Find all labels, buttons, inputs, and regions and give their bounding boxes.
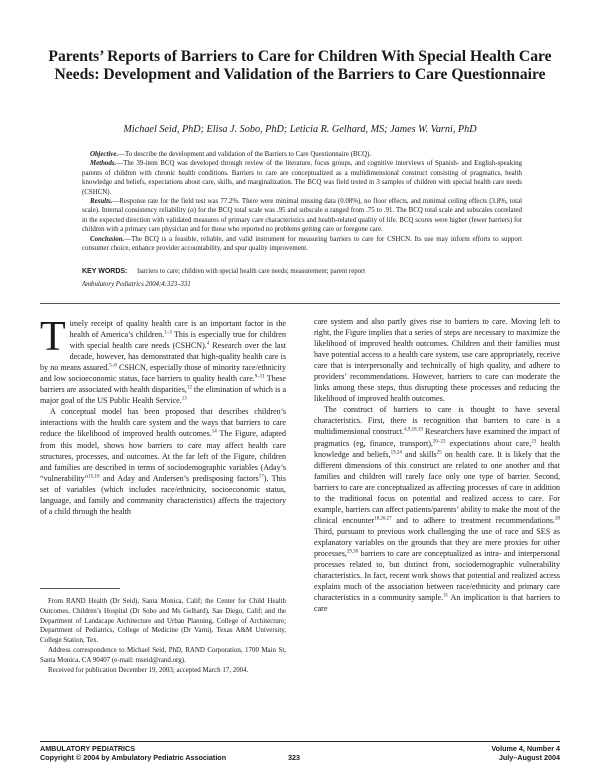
citation-ref: 28 <box>555 516 560 522</box>
drop-cap: T <box>40 314 66 360</box>
results-label: Results. <box>90 198 113 206</box>
body-text: The construct of barriers to care is thought to have several characteristics. First, there is recognition that barriers to care is a multidimensional construct. <box>314 405 560 437</box>
citation-ref: 12 <box>186 385 192 391</box>
footer-divider <box>40 741 560 742</box>
citation: Ambulatory Pediatrics 2004;4:323–331 <box>82 281 191 288</box>
footnote <box>40 597 286 675</box>
citation-ref: 4 <box>206 341 210 347</box>
abstract-conclusion <box>82 235 522 254</box>
abstract <box>82 150 522 253</box>
abstract-methods <box>82 159 522 197</box>
body-paragraph <box>40 314 287 406</box>
copyright: Copyright © 2004 by Ambulatory Pediatric Association <box>40 753 227 762</box>
citation-ref: 19,24 <box>390 449 402 455</box>
keywords-text: barriers to care; children with special health care needs; measurement; parent report <box>137 268 366 275</box>
affiliations: From RAND Health (Dr Seid), Santa Monica, Calif; the Center for Child Health Outcomes, Children’s Hospital (Dr Sobo and Ms Gelhard), San Diego, Calif; and the Department of Landscape Architecture and Urban Planning, College of Architecture; Department of Pediatrics, College of Medicine (Dr Varni), Texas A&M University, College Station, Tex. <box>40 597 286 645</box>
citation-ref: 15,16 <box>88 473 100 479</box>
body-text: This is especially true for children with special health care needs (CSHCN). <box>69 330 287 351</box>
body-text: on health care. It is likely that the different dimensions of this construct are related to one another and that families and children will rarely face only one type of barrier. Second, barriers to care are conceptualized as affecting processes of care in addition to the traditional focus on potential and realized access to care. For example, barriers can affect patients/parents’ ability to make the most of the clinical encounter <box>314 449 560 525</box>
body-text: Research over the last decade, however, has demonstrated that high-quality health care is by no means assured. <box>40 341 286 373</box>
author-list: Michael Seid, PhD; Elisa J. Sobo, PhD; Leticia R. Gelhard, MS; James W. Varni, PhD <box>123 124 477 135</box>
objective-text: —To describe the development and validation of the Barriers to Care Questionnaire (BCQ). <box>118 151 372 158</box>
received-dates: Received for publication December 19, 2003; accepted March 17, 2004. <box>48 665 249 674</box>
body-text: An implication is that barriers to care <box>314 593 560 614</box>
footnote-divider <box>40 588 120 589</box>
body-text: health knowledge and beliefs, <box>314 438 560 459</box>
abstract-objective <box>82 150 522 159</box>
citation-ref: 20–22 <box>432 438 446 444</box>
body-text: imely receipt of quality health care is an important factor in the health of America’s children. <box>69 319 286 340</box>
citation-ref: 13 <box>181 396 187 402</box>
citation-ref: 9–11 <box>254 374 265 380</box>
objective-label: Objective. <box>90 151 119 158</box>
footer-right <box>491 744 560 762</box>
issue-date: July–August 2004 <box>498 753 560 762</box>
methods-label: Methods. <box>90 160 117 168</box>
citation-ref: 14 <box>211 429 217 435</box>
body-text: the elimination of which is a major goal of the US Public Health Service. <box>40 385 287 406</box>
body-text: The Figure, adapted from this model, shows how barriers to care may affect health care structures, processes, and outcomes. At the far left of the Figure, children and families are described in terms of sociodemographic variables (Aday’s “vulnerability” <box>40 429 286 483</box>
journal-name: AMBULATORY PEDIATRICS <box>40 744 136 753</box>
body-column-left <box>40 314 287 517</box>
volume-issue: Volume 4, Number 4 <box>491 744 560 753</box>
citation-ref: 23 <box>531 438 537 444</box>
body-text: and skills <box>401 449 437 459</box>
citation-ref: 4,9,18,19 <box>404 427 423 433</box>
citation-ref: 31 <box>443 593 449 599</box>
keywords-label: KEY WORDS: <box>82 268 128 275</box>
body-text: ). This set of variables (which includes race/ethnicity, socioeconomic status, language, and family and community characteristics) affects the trajectory of a child through the health <box>40 473 286 516</box>
body-text: A conceptual model has been proposed that describes children’s interactions with the health care system and the ways that barriers to care reduce the likelihood of improved health outcomes. <box>40 407 286 439</box>
body-text: expectations about care, <box>445 438 532 448</box>
page-number: 323 <box>288 753 300 762</box>
citation-ref: 29,30 <box>346 549 359 555</box>
footer-left <box>40 744 226 762</box>
abstract-results <box>82 197 522 235</box>
methods-text: —The 39-item BCQ was developed through review of the literature, focus groups, and cognitive interviews of Spanish- and English-speaking parents of children with chronic health conditions. Barriers to care are conceptualized as a multidimensional construct consisting of pragmatics, health knowledge and beliefs, expectations about care, skills, and marginalization. The BCQ was field tested in 3 samples of children with special health care needs (CSHCN). <box>82 160 522 196</box>
divider <box>40 303 560 304</box>
article-title: Parents’ Reports of Barriers to Care for Children With Special Health Care Needs: Development and Validation of the Barriers to Care Questionnaire <box>48 48 552 83</box>
citation-ref: 17 <box>258 473 264 479</box>
body-column-right <box>314 316 560 614</box>
body-text: barriers to care are conceptualized as intra- and interpersonal processes related to, but distinct from, sociodemographic vulnerability characteristics. In fact, recent work shows that potential and realized access explains much of the association between race/ethnicity and primary care characteristics in a community sample. <box>314 548 560 603</box>
conclusion-text: —The BCQ is a feasible, reliable, and valid instrument for measuring barriers to care for CSHCN. Its use may inform efforts to support consumer choice, enhance provider accountability, and spur quality improvement. <box>82 235 522 253</box>
body-text: and Aday and Andersen’s predisposing factors <box>99 473 259 483</box>
body-text: These barriers are associated with health disparities, <box>40 374 286 395</box>
keywords <box>82 267 522 276</box>
citation-ref: 25 <box>436 449 442 455</box>
results-text: —Response rate for the field test was 77.2%. There were minimal missing data (0.08%), no floor effects, and minimal ceiling effects (3.8%, total scale). Internal consistency reliability (α) for the BCQ total scale was .95 and subscale α ranged from .75 to .91. The BCQ total scale and subscales correlated in the expected direction with validated measures of primary care characteristics and health-related quality of life. BCQ scores were higher (fewer barriers) for children with a primary care physician and for those who reported no problems getting care or foregone care. <box>82 198 522 234</box>
body-paragraph: care system and also partly gives rise to barriers to care. Moving left to right, the Figure implies that a series of steps are necessary to maximize the likelihood of improved health outcomes. Children and their families must have potential access to a health care system, use care appropriately, receive care that is interpersonally and technically of high quality, and adhere to providers’ recommendations. However, barriers to care can moderate the links among these steps, thus disrupting these processes and reducing the likelihood of improved health outcomes. <box>314 317 560 404</box>
conclusion-label: Conclusion. <box>90 235 125 243</box>
citation-ref: 5–8 <box>109 363 117 369</box>
body-text: Third, pursuant to previous work challenging the use of race and SES as explanatory variables on the grounds that they are mere proxies for other processes, <box>314 526 560 558</box>
body-paragraph <box>40 406 286 516</box>
body-text: and to adhere to treatment recommendations. <box>391 515 555 525</box>
correspondence: Address correspondence to Michael Seid, PhD, RAND Corporation, 1700 Main St, Santa Monica, CA 90407 (e-mail: mseid@rand.org). <box>40 645 286 664</box>
citation-ref: 18,26,27 <box>374 516 392 522</box>
body-text: CSHCN, especially those of minority race/ethnicity and low socioeconomic status, face barriers to quality health care. <box>40 363 286 384</box>
body-paragraph <box>314 404 560 614</box>
citation-ref: 1–3 <box>164 330 172 336</box>
body-text: Researchers have examined the impact of pragmatics (eg, finance, transport), <box>314 427 560 448</box>
